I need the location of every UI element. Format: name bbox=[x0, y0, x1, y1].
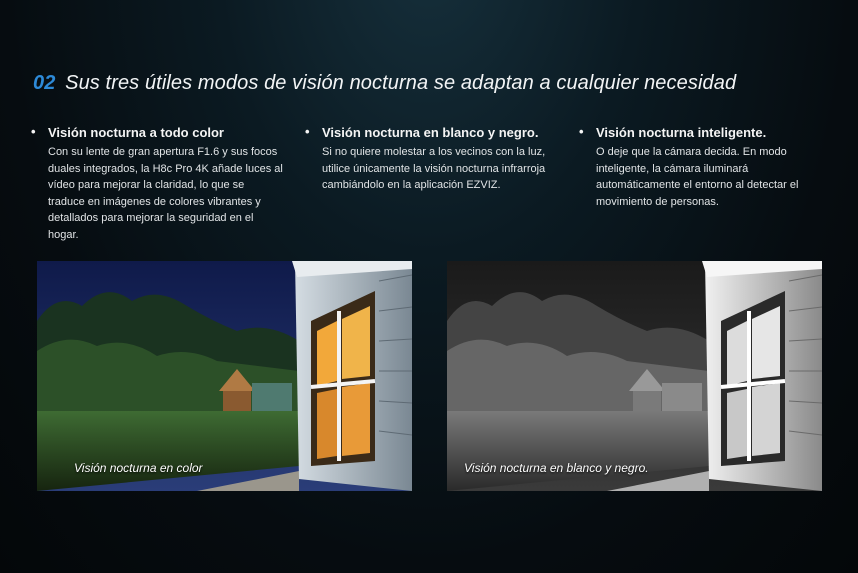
section-title bbox=[33, 72, 736, 95]
photo-caption: Visión nocturna en blanco y negro. bbox=[464, 461, 649, 475]
feature-smart bbox=[579, 125, 829, 210]
color-night-vision-photo bbox=[37, 261, 412, 491]
feature-full-color bbox=[31, 125, 283, 243]
feature-description: O deje que la cámara decida. En modo inteligente, la cámara iluminará automáticamente el entorno al detectar el movimiento de personas. bbox=[596, 146, 799, 208]
feature-heading: • Visión nocturna a todo color bbox=[31, 125, 283, 140]
feature-heading: • Visión nocturna en blanco y negro. bbox=[305, 125, 550, 140]
feature-description: Si no quiere molestar a los vecinos con la luz, utilice únicamente la visión nocturna infrarroja cambiándolo en la aplicación EZVIZ. bbox=[322, 146, 546, 191]
feature-heading: • Visión nocturna inteligente. bbox=[579, 125, 829, 140]
feature-description: Con su lente de gran apertura F1.6 y sus focos duales integrados, la H8c Pro 4K añade luces al vídeo para mejorar la claridad, lo que se traduce en imágenes de colores vibrantes y detallados para mejorar la seguridad en el hogar. bbox=[48, 146, 283, 241]
feature-black-white bbox=[305, 125, 550, 194]
section-number: 02 bbox=[33, 72, 56, 94]
bw-night-vision-photo bbox=[447, 261, 822, 491]
photo-caption: Visión nocturna en color bbox=[74, 461, 203, 475]
section-title-text: Sus tres útiles modos de visión nocturna se adaptan a cualquier necesidad bbox=[65, 72, 737, 94]
